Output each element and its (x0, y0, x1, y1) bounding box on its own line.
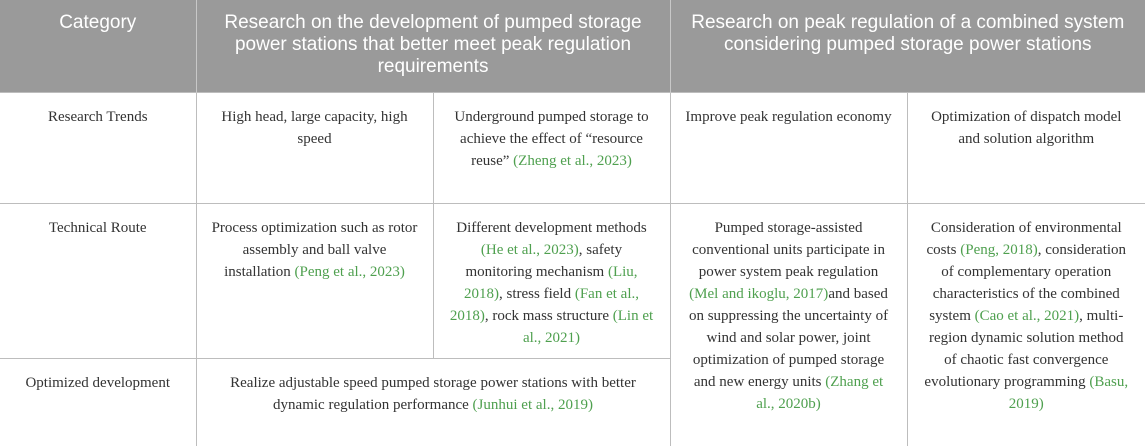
cell-route-group-a-2 (433, 203, 670, 358)
citation-link[interactable]: (Peng et al., 2023) (294, 263, 405, 280)
cell-route-group-b-2 (907, 203, 1145, 446)
cell-trends-group-b-2: Optimization of dispatch model and solution algorithm (907, 92, 1145, 203)
cell-route-group-a-1 (196, 203, 433, 358)
cell-text: , safety monitoring mechanism (465, 241, 623, 280)
cell-text: Process optimization such as rotor assembly and ball valve installation (211, 219, 418, 280)
citation-link[interactable]: (Cao et al., 2021) (974, 307, 1080, 324)
citation-link[interactable]: (Fan et al., 2018) (449, 285, 639, 324)
cell-text: and based on suppressing the uncertainty of wind and solar power, joint optimization of pumped storage and new energy units (688, 285, 889, 390)
table-body (0, 92, 1145, 446)
citation-link[interactable]: (Peng, 2018) (960, 241, 1038, 258)
table-row-technical-route (0, 203, 1145, 358)
row-label-optimized-development: Optimized development (0, 358, 196, 446)
citation-link[interactable]: (Junhui et al., 2019) (472, 396, 593, 413)
cell-trends-group-b-1: Improve peak regulation economy (670, 92, 907, 203)
cell-text: , stress field (499, 285, 572, 302)
cell-text: Different development methods (456, 219, 647, 236)
cell-text: Underground pumped storage to achieve the effect of “resource reuse” (454, 108, 649, 169)
cell-text: Pumped storage-assisted conventional units participate in power system peak regulation (692, 219, 885, 280)
citation-link[interactable]: (Lin et al., 2021) (522, 307, 654, 346)
header-category: Category (0, 0, 196, 92)
citation-link[interactable]: (Mel and ikoglu, 2017) (689, 285, 829, 302)
citation-link[interactable]: (Zheng et al., 2023) (513, 152, 632, 169)
cell-text: , multi-region dynamic solution method of chaotic fast convergence evolutionary programming (924, 307, 1124, 390)
cell-text: , consideration of complementary operation characteristics of the combined system (929, 241, 1127, 324)
table-row-research-trends (0, 92, 1145, 203)
cell-text: , rock mass structure (484, 307, 609, 324)
cell-optimized-group-a (196, 358, 670, 446)
header-row (0, 0, 1145, 92)
citation-link[interactable]: (Basu, 2019) (1008, 373, 1129, 412)
header-group-a: Research on the development of pumped storage power stations that better meet peak regulation requirements (196, 0, 670, 92)
cell-trends-group-a-1: High head, large capacity, high speed (196, 92, 433, 203)
citation-link[interactable]: (Zhang et al., 2020b) (756, 373, 884, 412)
cell-trends-group-a-2 (433, 92, 670, 203)
citation-link[interactable]: (He et al., 2023) (480, 241, 579, 258)
cell-route-group-b-1 (670, 203, 907, 446)
header-group-b: Research on peak regulation of a combined system considering pumped storage power stations (670, 0, 1145, 92)
row-label-technical-route: Technical Route (0, 203, 196, 358)
citation-link[interactable]: (Liu, 2018) (464, 263, 638, 302)
cell-text: Realize adjustable speed pumped storage power stations with better dynamic regulation performance (230, 374, 636, 413)
cell-text: Consideration of environmental costs (926, 219, 1122, 258)
row-label-research-trends: Research Trends (0, 92, 196, 203)
table-header (0, 0, 1145, 92)
